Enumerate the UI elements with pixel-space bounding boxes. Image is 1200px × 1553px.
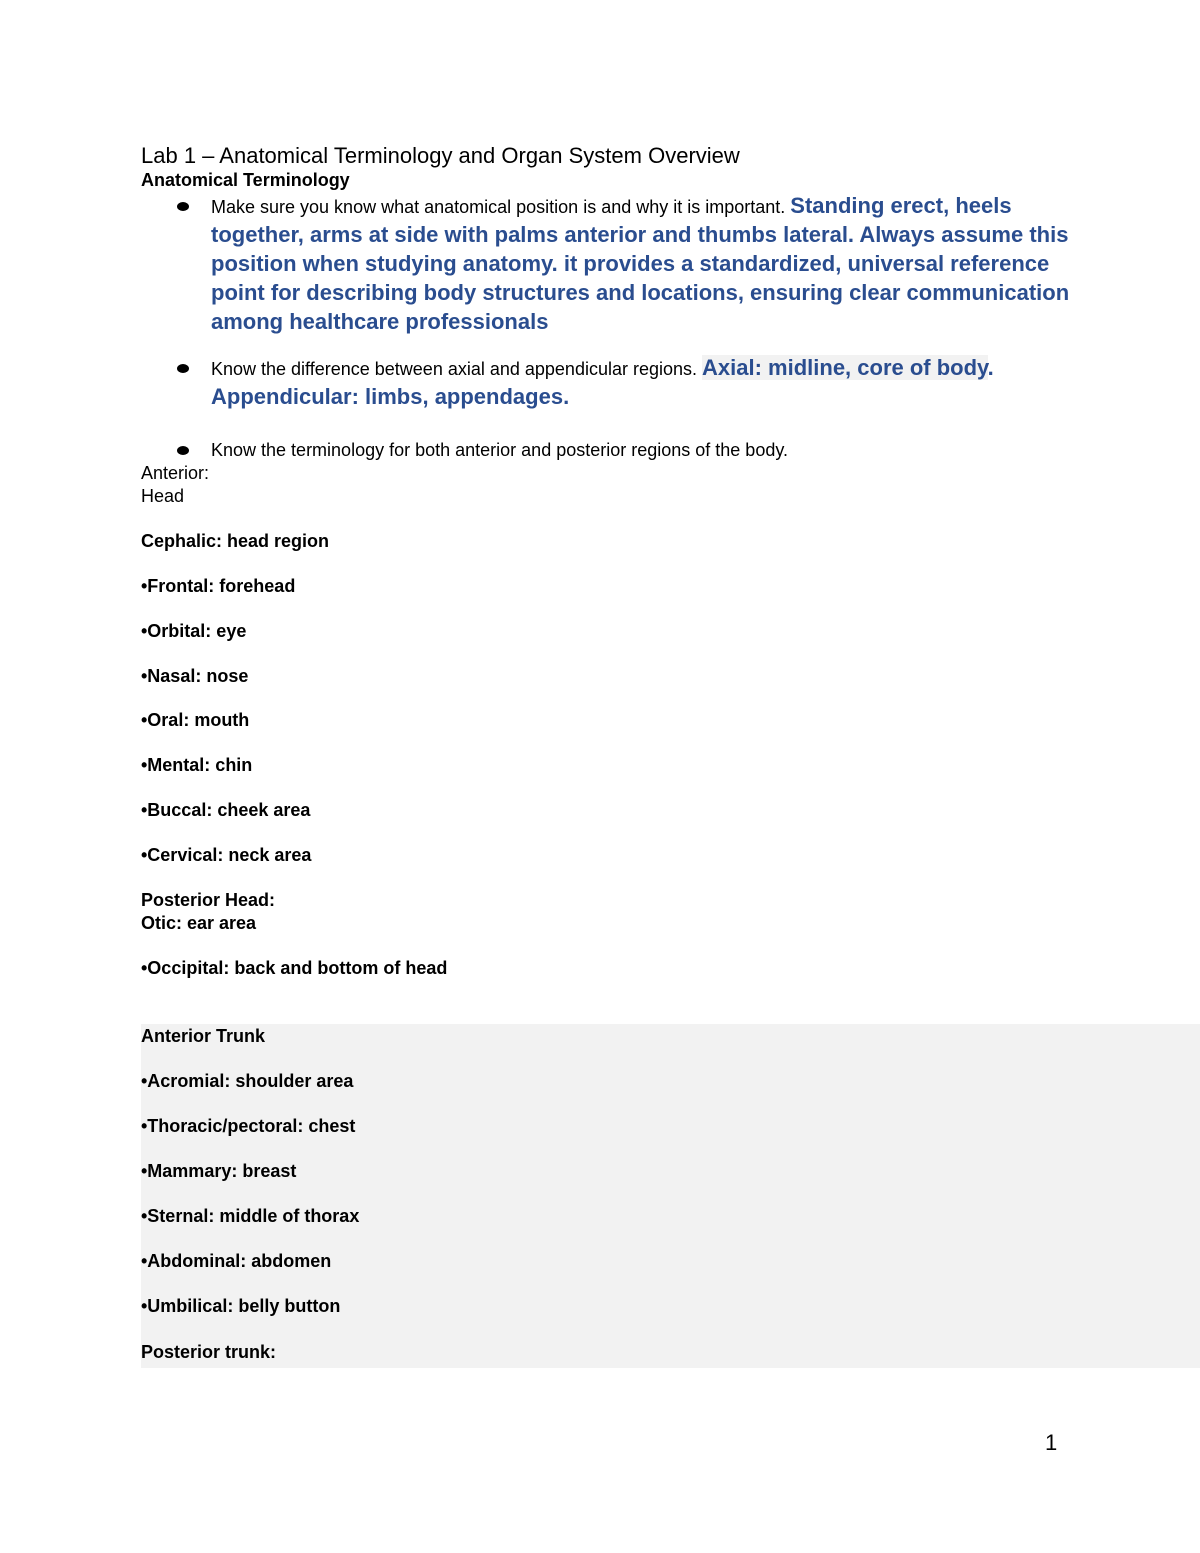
page-number: 1 xyxy=(1045,1430,1058,1455)
term-item: •Buccal: cheek area xyxy=(141,800,311,820)
term-item: •Nasal: nose xyxy=(141,666,249,686)
bullet-answer: . Appendicular: limbs, appendages. xyxy=(211,355,994,409)
term-item: Cephalic: head region xyxy=(141,531,330,551)
bullet-answer-highlighted: Axial: midline, core of body xyxy=(702,355,988,380)
anterior-label: Anterior: xyxy=(141,463,210,483)
section-heading: Anatomical Terminology xyxy=(141,170,350,190)
bullet-item-terminology xyxy=(211,437,1091,464)
head-label: Head xyxy=(141,486,185,506)
term-item: •Sternal: middle of thorax xyxy=(141,1206,360,1226)
term-item: •Mental: chin xyxy=(141,755,253,775)
bullet-item-anatomical-position xyxy=(211,192,1091,337)
term-item: Otic: ear area xyxy=(141,913,257,933)
document-title: Lab 1 – Anatomical Terminology and Organ System Overview xyxy=(141,143,740,168)
posterior-trunk-label: Posterior trunk: xyxy=(141,1342,277,1362)
bullet-marker xyxy=(177,202,189,211)
term-item: •Oral: mouth xyxy=(141,710,250,730)
term-item: •Cervical: neck area xyxy=(141,845,312,865)
bullet-marker xyxy=(177,364,189,373)
bullet-prompt: Make sure you know what anatomical position is and why it is important. xyxy=(211,197,791,217)
bullet-answer: Standing erect, heels together, arms at side with palms anterior and thumbs lateral. Always assume this position when studying anatomy. it provides a standardized, universal reference point for describing body structures and locations, ensuring clear communication among healthcare professionals xyxy=(211,193,1070,334)
anterior-trunk-label: Anterior Trunk xyxy=(141,1026,266,1046)
bullet-prompt: Know the difference between axial and appendicular regions. xyxy=(211,359,703,379)
term-item: •Orbital: eye xyxy=(141,621,247,641)
term-item: •Thoracic/pectoral: chest xyxy=(141,1116,356,1136)
term-item: •Occipital: back and bottom of head xyxy=(141,958,448,978)
term-item: •Mammary: breast xyxy=(141,1161,297,1181)
term-item: •Frontal: forehead xyxy=(141,576,296,596)
term-item: •Acromial: shoulder area xyxy=(141,1071,354,1091)
term-item: •Umbilical: belly button xyxy=(141,1296,341,1316)
bullet-item-axial-appendicular xyxy=(211,354,1091,412)
term-item: •Abdominal: abdomen xyxy=(141,1251,332,1271)
bullet-marker xyxy=(177,446,189,455)
bullet-prompt: Know the terminology for both anterior and posterior regions of the body. xyxy=(211,440,789,460)
posterior-head-label: Posterior Head: xyxy=(141,890,276,910)
